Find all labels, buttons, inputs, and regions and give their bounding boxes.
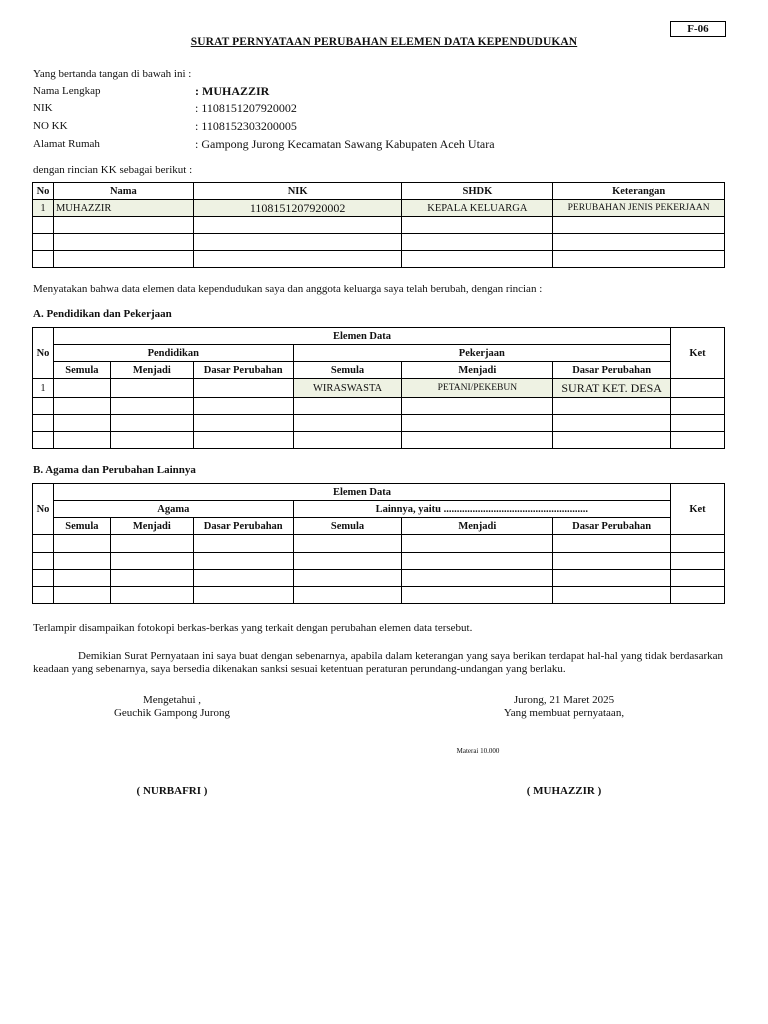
table-row <box>33 251 725 268</box>
b-sub-semula-1: Semula <box>53 518 110 535</box>
b-header-no: No <box>33 484 54 535</box>
b-header-elemen: Elemen Data <box>53 484 670 501</box>
materai-label: Materai 10.000 <box>456 747 500 755</box>
table-row <box>33 570 725 587</box>
kk-header-nama: Nama <box>53 183 193 200</box>
kk-table <box>32 182 725 268</box>
table-row <box>33 553 725 570</box>
intro-text: Yang bertanda tangan di bawah ini : <box>33 68 192 80</box>
document-title: SURAT PERNYATAAN PERUBAHAN ELEMEN DATA KEPENDUDUKAN <box>190 36 578 48</box>
statement-text: Menyatakan bahwa data elemen data kependudukan saya dan anggota keluarga saya telah berubah, dengan rincian : <box>33 283 543 295</box>
nik-label: NIK <box>33 102 53 114</box>
attachment-note: Terlampir disampaikan fotokopi berkas-berkas yang terkait dengan perubahan elemen data tersebut. <box>33 622 473 634</box>
a-sub-semula-1: Semula <box>53 362 110 379</box>
b-header-lainnya: Lainnya, yaitu ....................................................... <box>293 501 670 518</box>
right-sign-line2: Yang membuat pernyataan, <box>503 707 625 719</box>
b-sub-dasar-1: Dasar Perubahan <box>193 518 293 535</box>
section-a-title: A. Pendidikan dan Pekerjaan <box>33 308 172 320</box>
a-header-no: No <box>33 328 54 379</box>
left-sign-line2: Geuchik Gampong Jurong <box>113 707 231 719</box>
b-sub-semula-2: Semula <box>293 518 402 535</box>
b-header-agama: Agama <box>53 501 293 518</box>
table-row <box>33 379 725 398</box>
a-cell-pekerjaan-dasar: SURAT KET. DESA <box>553 379 671 398</box>
b-sub-menjadi-1: Menjadi <box>110 518 193 535</box>
kk-header-keterangan: Keterangan <box>553 183 725 200</box>
kk-cell-nik: 1108151207920002 <box>193 200 402 217</box>
a-sub-dasar-2: Dasar Perubahan <box>553 362 671 379</box>
nokk-value: : 1108152303200005 <box>195 119 297 133</box>
kk-header-no: No <box>33 183 54 200</box>
kk-cell-keterangan: PERUBAHAN JENIS PEKERJAAN <box>553 200 725 217</box>
a-header-ket: Ket <box>671 328 725 379</box>
kk-cell-no: 1 <box>33 200 54 217</box>
table-row <box>33 398 725 415</box>
form-code: F-06 <box>670 21 726 37</box>
closing-paragraph: Demikian Surat Pernyataan ini saya buat dengan sebenarnya, apabila dalam keterangan yang saya berikan terdapat hal-hal yang tidak berdasarkan keadaan yang sebenarnya, saya bersedia dikenakan sanksi sesuai ketentuan peraturan perundang-undangan yang berlaku. <box>33 650 723 675</box>
a-header-pendidikan: Pendidikan <box>53 345 293 362</box>
table-row <box>33 535 725 553</box>
kk-intro: dengan rincian KK sebagai berikut : <box>33 164 193 176</box>
kk-header-nik: NIK <box>193 183 402 200</box>
a-header-elemen: Elemen Data <box>53 328 670 345</box>
kk-header-shdk: SHDK <box>402 183 553 200</box>
alamat-label: Alamat Rumah <box>33 138 100 150</box>
a-header-pekerjaan: Pekerjaan <box>293 345 670 362</box>
nama-label: Nama Lengkap <box>33 85 101 97</box>
b-sub-menjadi-2: Menjadi <box>402 518 553 535</box>
table-row <box>33 200 725 217</box>
table-row <box>33 217 725 234</box>
table-row <box>33 587 725 604</box>
a-cell-pekerjaan-semula: WIRASWASTA <box>293 379 402 398</box>
a-cell-pekerjaan-menjadi: PETANI/PEKEBUN <box>402 379 553 398</box>
a-sub-menjadi-1: Menjadi <box>110 362 193 379</box>
left-signatory-name: ( NURBAFRI ) <box>136 785 208 797</box>
left-sign-line1: Mengetahui , <box>142 694 202 706</box>
table-row <box>33 234 725 251</box>
nokk-label: NO KK <box>33 120 68 132</box>
alamat-value: : Gampong Jurong Kecamatan Sawang Kabupaten Aceh Utara <box>195 137 495 151</box>
b-header-ket: Ket <box>671 484 725 535</box>
table-row <box>33 415 725 432</box>
table-row <box>33 432 725 449</box>
right-sign-line1: Jurong, 21 Maret 2025 <box>513 694 615 706</box>
nama-value: : MUHAZZIR <box>195 84 270 98</box>
kk-cell-shdk: KEPALA KELUARGA <box>402 200 553 217</box>
a-sub-semula-2: Semula <box>293 362 402 379</box>
section-b-table <box>32 483 725 604</box>
a-sub-menjadi-2: Menjadi <box>402 362 553 379</box>
section-a-table <box>32 327 725 449</box>
a-sub-dasar-1: Dasar Perubahan <box>193 362 293 379</box>
right-signatory-name: ( MUHAZZIR ) <box>526 785 602 797</box>
section-b-title: B. Agama dan Perubahan Lainnya <box>33 464 196 476</box>
kk-cell-nama: MUHAZZIR <box>53 200 193 217</box>
a-cell-no: 1 <box>33 379 54 398</box>
nik-value: : 1108151207920002 <box>195 101 297 115</box>
b-sub-dasar-2: Dasar Perubahan <box>553 518 671 535</box>
